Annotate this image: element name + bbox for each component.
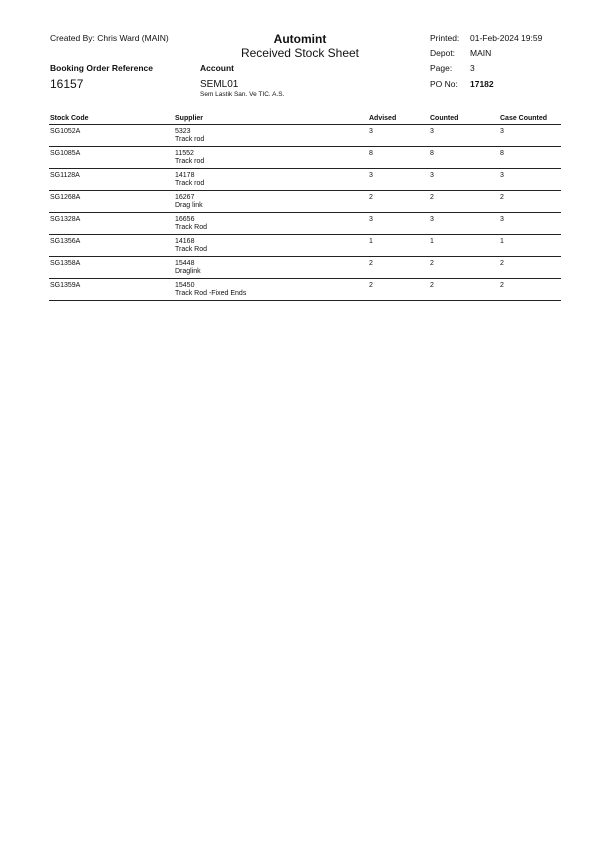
advised-qty: 2 (369, 260, 373, 267)
account-label: Account (200, 63, 234, 73)
col-case-counted: Case Counted (500, 115, 548, 122)
stock-code: SG1085A (50, 150, 81, 157)
case-counted-qty: 1 (500, 238, 504, 245)
printed-value: 01-Feb-2024 19:59 (470, 33, 543, 43)
advised-qty: 2 (369, 282, 373, 289)
col-stock-code: Stock Code (50, 115, 89, 122)
table-row (49, 279, 561, 301)
stock-code: SG1358A (50, 260, 81, 267)
table-row (49, 125, 561, 147)
table-row (49, 147, 561, 169)
supplier-ref: 14168 (175, 238, 195, 245)
item-description: Track rod (175, 158, 205, 165)
item-description: Track Rod (175, 224, 208, 231)
case-counted-qty: 8 (500, 150, 504, 157)
case-counted-qty: 3 (500, 172, 504, 179)
table-row (49, 257, 561, 279)
booking-ref-value: 16157 (50, 77, 84, 91)
depot-label: Depot: (430, 48, 456, 58)
printed-label: Printed: (430, 33, 460, 43)
item-description: Drag link (175, 202, 203, 209)
depot-value: MAIN (470, 48, 492, 58)
col-counted: Counted (430, 115, 459, 122)
supplier-ref: 15448 (175, 260, 195, 267)
supplier-ref: 5323 (175, 128, 191, 135)
case-counted-qty: 2 (500, 260, 504, 267)
stock-code: SG1128A (50, 172, 80, 179)
advised-qty: 3 (369, 128, 373, 135)
supplier-ref: 16267 (175, 194, 195, 201)
counted-qty: 3 (430, 216, 434, 223)
supplier-ref: 16656 (175, 216, 195, 223)
po-value: 17182 (470, 79, 494, 89)
counted-qty: 2 (430, 194, 434, 201)
created-by: Created By: Chris Ward (MAIN) (50, 33, 169, 43)
counted-qty: 3 (430, 172, 434, 179)
advised-qty: 1 (369, 238, 373, 245)
account-code: SEML01 (200, 79, 239, 90)
case-counted-qty: 2 (500, 194, 504, 201)
stock-code: SG1268A (50, 194, 81, 201)
report-title: Automint (273, 32, 327, 46)
advised-qty: 3 (369, 172, 373, 179)
col-advised: Advised (369, 115, 397, 122)
table-row (49, 213, 561, 235)
stock-code: SG1052A (50, 128, 81, 135)
supplier-ref: 11552 (175, 150, 194, 157)
supplier-ref: 14178 (175, 172, 195, 179)
counted-qty: 1 (430, 238, 434, 245)
stock-table (49, 114, 561, 301)
case-counted-qty: 3 (500, 216, 504, 223)
item-description: Draglink (175, 268, 201, 275)
booking-ref-label: Booking Order Reference (50, 63, 153, 73)
report-subtitle: Received Stock Sheet (240, 46, 360, 60)
advised-qty: 2 (369, 194, 373, 201)
supplier-ref: 15450 (175, 282, 195, 289)
po-label: PO No: (430, 79, 458, 89)
table-row (49, 235, 561, 257)
item-description: Track rod (175, 136, 205, 143)
account-name: Sem Lastik San. Ve TIC. A.S. (200, 91, 285, 98)
counted-qty: 3 (430, 128, 434, 135)
table-row (49, 191, 561, 213)
counted-qty: 2 (430, 282, 434, 289)
page-value: 3 (470, 63, 475, 73)
item-description: Track Rod -Fixed Ends (175, 290, 247, 297)
stock-code: SG1359A (50, 282, 81, 289)
col-supplier: Supplier (175, 115, 204, 122)
counted-qty: 8 (430, 150, 434, 157)
item-description: Track rod (175, 180, 205, 187)
page-label: Page: (430, 63, 453, 73)
table-row (49, 169, 561, 191)
advised-qty: 3 (369, 216, 373, 223)
stock-code: SG1328A (50, 216, 81, 223)
case-counted-qty: 2 (500, 282, 504, 289)
counted-qty: 2 (430, 260, 434, 267)
table-header (49, 114, 561, 125)
stock-code: SG1356A (50, 238, 81, 245)
item-description: Track Rod (175, 246, 208, 253)
advised-qty: 8 (369, 150, 373, 157)
case-counted-qty: 3 (500, 128, 504, 135)
